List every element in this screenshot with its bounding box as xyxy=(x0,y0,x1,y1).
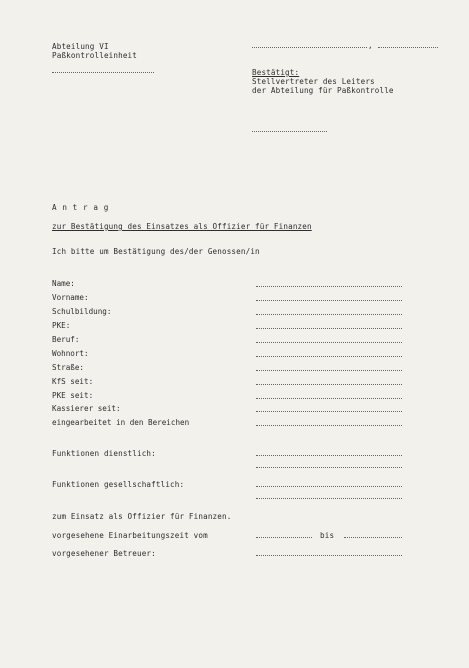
field-label: Beruf: xyxy=(52,335,80,344)
field-row xyxy=(52,321,412,331)
deployment-text: zum Einsatz als Offizier für Finanzen. xyxy=(52,512,232,521)
field-row xyxy=(52,307,412,317)
training-to-dotted-line xyxy=(344,535,402,538)
field-dotted-line xyxy=(256,423,402,426)
field-row xyxy=(52,363,412,373)
field-label: Wohnort: xyxy=(52,349,89,358)
department-label: Abteilung VI xyxy=(52,42,109,51)
functions-social-dotted-line xyxy=(256,484,402,487)
field-row xyxy=(52,349,412,359)
field-label: Schulbildung: xyxy=(52,307,112,316)
document-title: A n t r a g xyxy=(52,203,109,212)
field-label: PKE: xyxy=(52,321,71,330)
field-label: Name: xyxy=(52,279,75,288)
field-row xyxy=(52,335,412,345)
place-dotted-line xyxy=(252,45,367,48)
training-period-label: vorgesehene Einarbeitungszeit vom xyxy=(52,531,208,540)
field-label: Straße: xyxy=(52,363,85,372)
field-row xyxy=(52,418,412,428)
unit-label: Paßkontrolleinheit xyxy=(52,51,137,60)
signature-dotted-line xyxy=(252,129,327,132)
field-label: PKE seit: xyxy=(52,391,94,400)
field-dotted-line xyxy=(256,368,402,371)
field-label: Kassierer seit: xyxy=(52,404,121,413)
functions-social-label: Funktionen gesellschaftlich: xyxy=(52,480,185,489)
field-dotted-line xyxy=(256,340,402,343)
date-dotted-line xyxy=(378,45,438,48)
training-bis-label: bis xyxy=(320,531,335,540)
field-dotted-line xyxy=(256,396,402,399)
confirmed-label: Bestätigt: xyxy=(252,68,300,77)
field-dotted-line xyxy=(256,382,402,385)
field-row xyxy=(52,391,412,401)
field-dotted-line xyxy=(256,326,402,329)
field-row xyxy=(52,404,412,414)
field-dotted-line xyxy=(256,409,402,412)
field-label: Vorname: xyxy=(52,293,89,302)
functions-service-label: Funktionen dienstlich: xyxy=(52,449,156,458)
document-subtitle: zur Bestätigung des Einsatzes als Offizier für Finanzen xyxy=(52,222,312,231)
date-comma: , xyxy=(368,41,373,50)
training-from-dotted-line xyxy=(256,535,312,538)
field-label: eingearbeitet in den Bereichen xyxy=(52,418,190,427)
field-dotted-line xyxy=(256,312,402,315)
field-dotted-line xyxy=(256,354,402,357)
intro-text: Ich bitte um Bestätigung des/der Genossen/in xyxy=(52,247,260,256)
functions-social-dotted-line-2 xyxy=(256,496,402,499)
functions-service-dotted-line-2 xyxy=(256,465,402,468)
supervisor-label: vorgesehener Betreuer: xyxy=(52,549,156,558)
supervisor-dotted-line xyxy=(256,553,402,556)
functions-service-dotted-line xyxy=(256,453,402,456)
deputy-line-2: der Abteilung für Paßkontrolle xyxy=(252,86,394,95)
field-dotted-line xyxy=(256,298,402,301)
field-row xyxy=(52,377,412,387)
deputy-line-1: Stellvertreter des Leiters xyxy=(252,77,375,86)
field-label: KfS seit: xyxy=(52,377,94,386)
reference-dotted-line xyxy=(52,70,154,73)
field-row xyxy=(52,279,412,289)
field-dotted-line xyxy=(256,284,402,287)
field-row xyxy=(52,293,412,303)
